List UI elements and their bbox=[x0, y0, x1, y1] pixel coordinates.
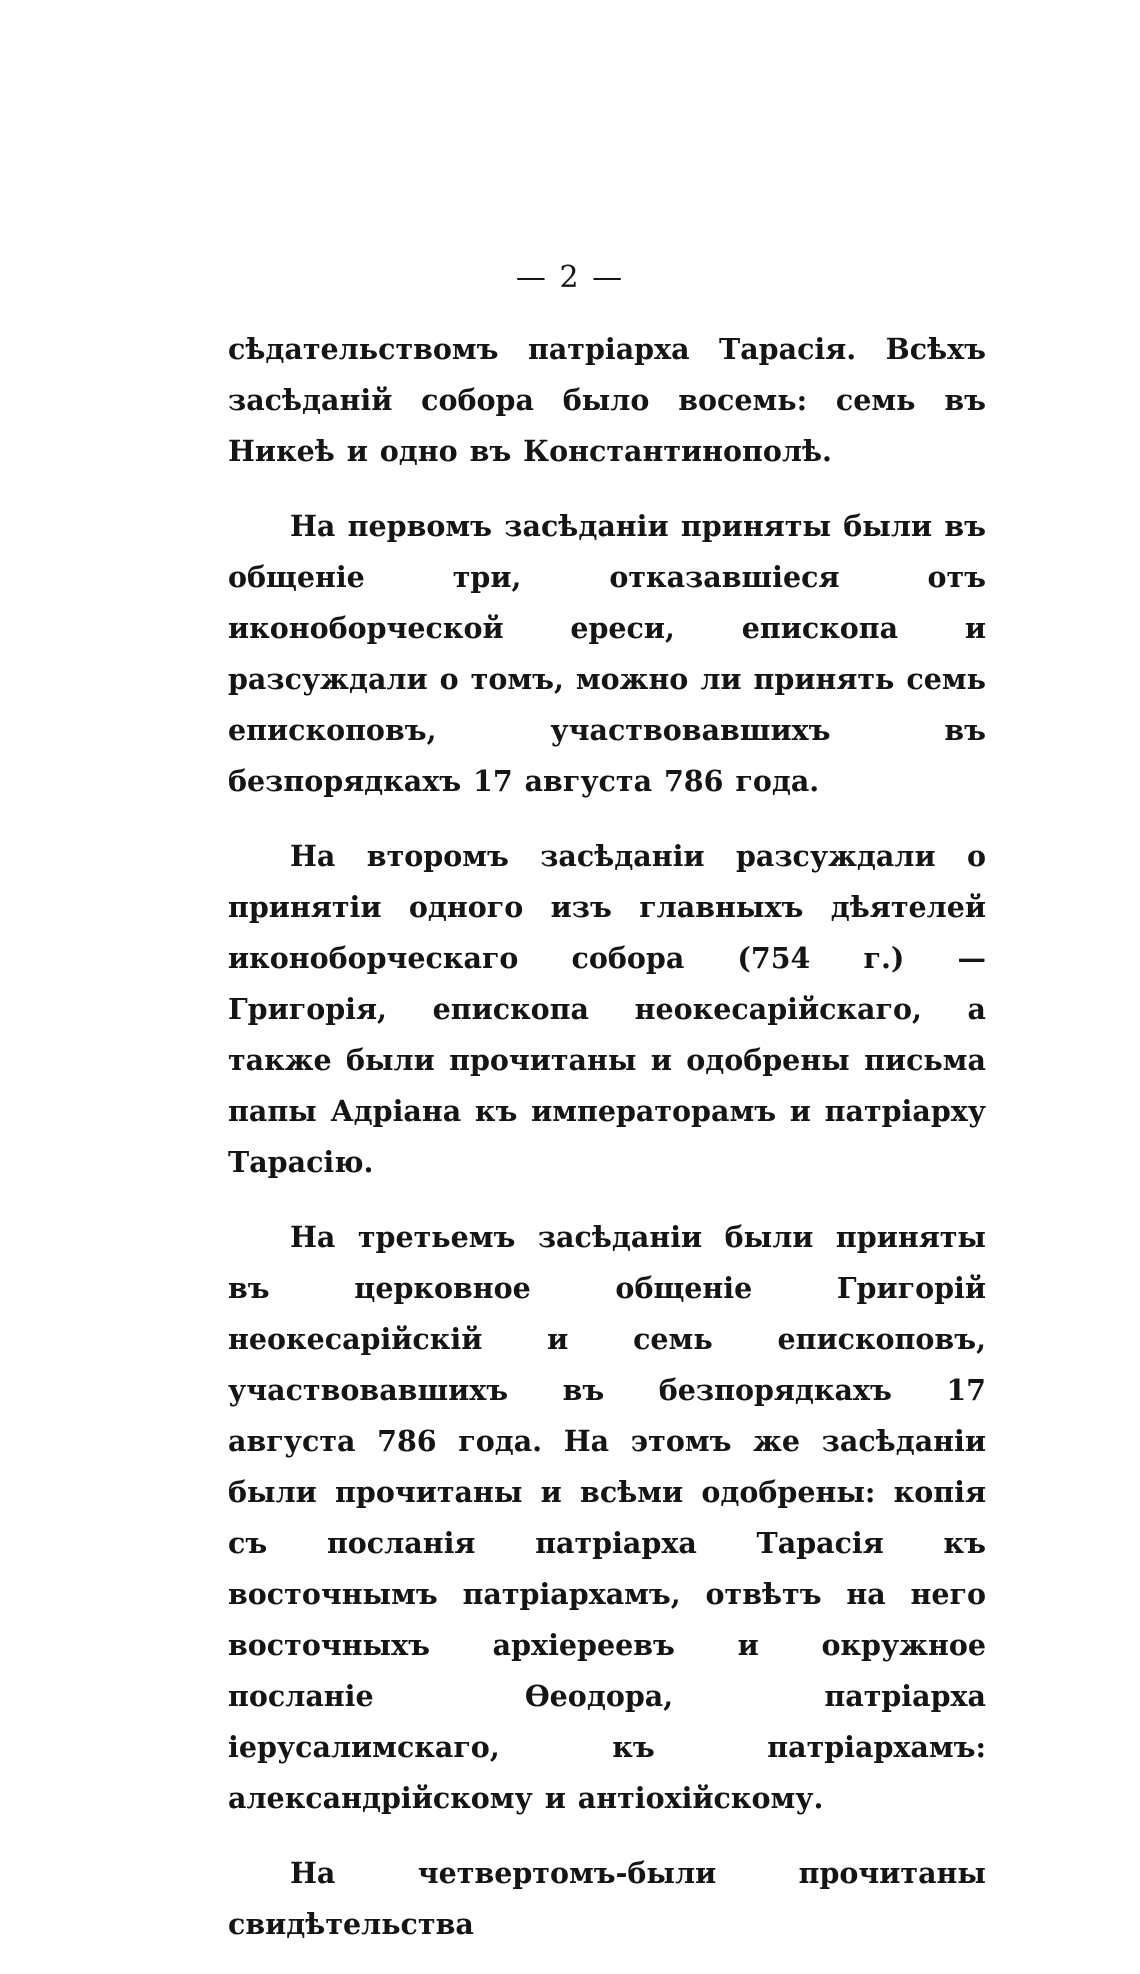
paragraph-continuation: сѣдательствомъ патріарха Тарасія. Всѣхъ засѣданій собора было восемь: семь въ Никеѣ и одно въ Константинополѣ. bbox=[228, 332, 986, 468]
paragraph-third-session: На третьемъ засѣданіи были приняты въ церковное общеніе Григорій неокесарійскій и семь епископовъ, участвовавшихъ въ безпорядкахъ 17 августа 786 года. На этомъ же засѣданіи были прочитаны и всѣми одобрены: копія съ посланія патріарха Тарасія къ восточнымъ патріархамъ, отвѣтъ на него восточныхъ архіереевъ и окружное посланіе Ѳеодора, патріарха іерусалимскаго, къ патріархамъ: александрійскому и антіохійскому. bbox=[228, 1220, 986, 1815]
paragraph-second-session: На второмъ засѣданіи разсуждали о принятіи одного изъ главныхъ дѣятелей иконоборческаго собора (754 г.) — Григорія, епископа неокесарійскаго, а также были прочитаны и одобрены письма папы Адріана къ императорамъ и патріарху Тарасію. bbox=[228, 839, 986, 1179]
page-body bbox=[228, 324, 986, 1974]
paragraph-first-session: На первомъ засѣданіи приняты были въ общеніе три, отказавшіеся отъ иконоборческой ереси, епископа и разсуждали о томъ, можно ли принять семь епископовъ, участвовавшихъ въ безпорядкахъ 17 августа 786 года. bbox=[228, 509, 986, 798]
page-number: — 2 — bbox=[515, 260, 625, 295]
paragraph-fourth-session: На четвертомъ-были прочитаны свидѣтельства bbox=[228, 1856, 986, 1941]
